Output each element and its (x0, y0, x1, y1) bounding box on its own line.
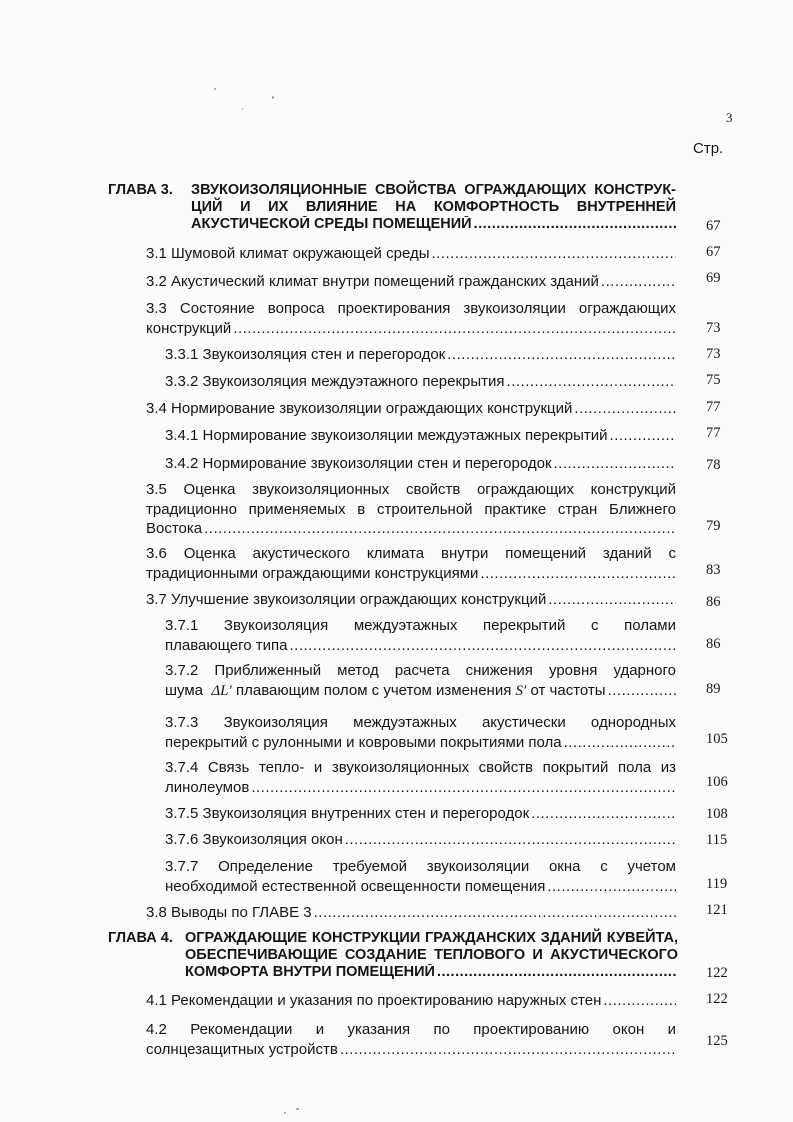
toc-entry-4-2: 4.2 Рекомендации и указания по проектированию окон и солнцезащитных устройств ..... (146, 1020, 676, 1059)
toc-entry-3-2: 3.2 Акустический климат внутри помещений гражданских зданий ..... (146, 272, 676, 292)
toc-page-3-7: 86 (706, 594, 721, 610)
toc-entry-3-3-1: 3.3.1 Звукоизоляция стен и перегородок ..... (165, 345, 676, 365)
toc-page-3-7-6: 115 (706, 832, 728, 848)
toc-entry-3-7-1: 3.7.1 Звукоизоляция междуэтажных перекрытий с полами плавающего типа ..... (165, 616, 676, 655)
toc-page-4-1: 122 (706, 991, 728, 1007)
toc-page-3-7-5: 108 (706, 806, 728, 822)
pages-column-header: Стр. (693, 140, 724, 157)
toc-entry-3-8: 3.8 Выводы по ГЛАВЕ 3 ..... (146, 903, 676, 923)
toc-entry-3-7-5: 3.7.5 Звукоизоляция внутренних стен и перегородок ..... (165, 804, 676, 824)
toc-page-3-4-1: 77 (706, 425, 721, 441)
toc-entry-3-7: 3.7 Улучшение звукоизоляции ограждающих конструкций ..... (146, 590, 676, 610)
chapter-4-label: ГЛАВА 4. (108, 930, 173, 946)
scan-speck (284, 1112, 286, 1114)
toc-page-3-8: 121 (706, 902, 728, 918)
toc-entry-3-7-7: 3.7.7 Определение требуемой звукоизоляции окна с учетом необходимой естественной освещенности помещения ..... (165, 857, 676, 896)
toc-page-3-3-2: 75 (706, 372, 721, 388)
toc-entry-3-3-2: 3.3.2 Звукоизоляция междуэтажного перекрытия ..... (165, 372, 676, 392)
toc-page-3-1: 67 (706, 244, 721, 260)
toc-page-3-7-1: 86 (706, 636, 721, 652)
toc-entry-3-6: 3.6 Оценка акустического климата внутри помещений зданий с традиционными ограждающими конструкциями ..... (146, 544, 676, 583)
scan-speck (272, 96, 274, 99)
chapter-3-title-line: ЗВУКОИЗОЛЯЦИОННЫЕ СВОЙСТВА ОГРАЖДАЮЩИХ КОНСТРУК- (191, 182, 676, 198)
toc-entry-3-7-6: 3.7.6 Звукоизоляция окон ..... (165, 830, 676, 850)
toc-page-3-7-2: 89 (706, 681, 721, 697)
toc-page-3-3: 73 (706, 320, 721, 336)
toc-page-3-4: 77 (706, 399, 721, 415)
chapter-3-title-line: ЦИЙ И ИХ ВЛИЯНИЕ НА КОМФОРТНОСТЬ ВНУТРЕННЕЙ (191, 199, 676, 215)
toc-entry-3-7-3: 3.7.3 Звукоизоляция междуэтажных акустически однородных перекрытий с рулонными и ковровыми покрытиями пола ..... (165, 713, 676, 752)
chapter-4-page: 122 (706, 965, 728, 981)
chapter-3-label: ГЛАВА 3. (108, 182, 173, 198)
toc-entry-3-4-1: 3.4.1 Нормирование звукоизоляции междуэтажных перекрытий ..... (165, 426, 676, 446)
toc-page-3-7-3: 105 (706, 731, 728, 747)
toc-entry-3-7-2: 3.7.2 Приближенный метод расчета снижения уровня ударного шума ΔL′ плавающим полом с учетом изменения S′ от частоты ..... (165, 661, 676, 701)
scan-speck (242, 108, 243, 110)
toc-entry-4-1: 4.1 Рекомендации и указания по проектированию наружных стен ..... (146, 991, 676, 1011)
chapter-4-title-line: КОМФОРТА ВНУТРИ ПОМЕЩЕНИЙ ..... (185, 964, 678, 981)
chapter-3-title (191, 182, 676, 233)
toc-entry-3-1: 3.1 Шумовой климат окружающей среды ..... (146, 244, 676, 264)
chapter-4-title-line: ОБЕСПЕЧИВАЮЩИЕ СОЗДАНИЕ ТЕПЛОВОГО И АКУСТИЧЕСКОГО (185, 947, 678, 963)
toc-page-3-3-1: 73 (706, 346, 721, 362)
toc-page-4-2: 125 (706, 1033, 728, 1049)
toc-entry-3-4-2: 3.4.2 Нормирование звукоизоляции стен и перегородок ..... (165, 454, 676, 474)
toc-page-3-5: 79 (706, 518, 721, 534)
scan-speck (214, 88, 216, 90)
toc-entry-3-5: 3.5 Оценка звукоизоляционных свойств ограждающих конструкций традиционно применяемых в строительной практике стран Ближнего Востока ..... (146, 480, 676, 539)
toc-page-3-6: 83 (706, 562, 721, 578)
toc-page-3-4-2: 78 (706, 457, 721, 473)
toc-page-3-7-4: 106 (706, 774, 728, 790)
chapter-3-page: 67 (706, 218, 721, 234)
page-number: 3 (726, 110, 733, 125)
scan-speck (296, 1108, 299, 1110)
toc-entry-3-7-4: 3.7.4 Связь тепло- и звукоизоляционных свойств покрытий пола из линолеумов ..... (165, 758, 676, 797)
chapter-4-title (185, 930, 678, 981)
toc-page-3-2: 69 (706, 270, 721, 286)
delta-l-symbol: ΔL′ (211, 682, 232, 699)
toc-entry-3-3: 3.3 Состояние вопроса проектирования звукоизоляции ограждающих конструкций ..... (146, 299, 676, 338)
s-prime-symbol: S′ (515, 682, 527, 699)
chapter-4-title-line: ОГРАЖДАЮЩИЕ КОНСТРУКЦИИ ГРАЖДАНСКИХ ЗДАНИЙ КУВЕЙТА, (185, 930, 678, 946)
toc-page-3-7-7: 119 (706, 876, 728, 892)
chapter-3-title-line: АКУСТИЧЕСКОЙ СРЕДЫ ПОМЕЩЕНИЙ ..... (191, 216, 676, 233)
toc-entry-3-4: 3.4 Нормирование звукоизоляции ограждающих конструкций ..... (146, 399, 676, 419)
